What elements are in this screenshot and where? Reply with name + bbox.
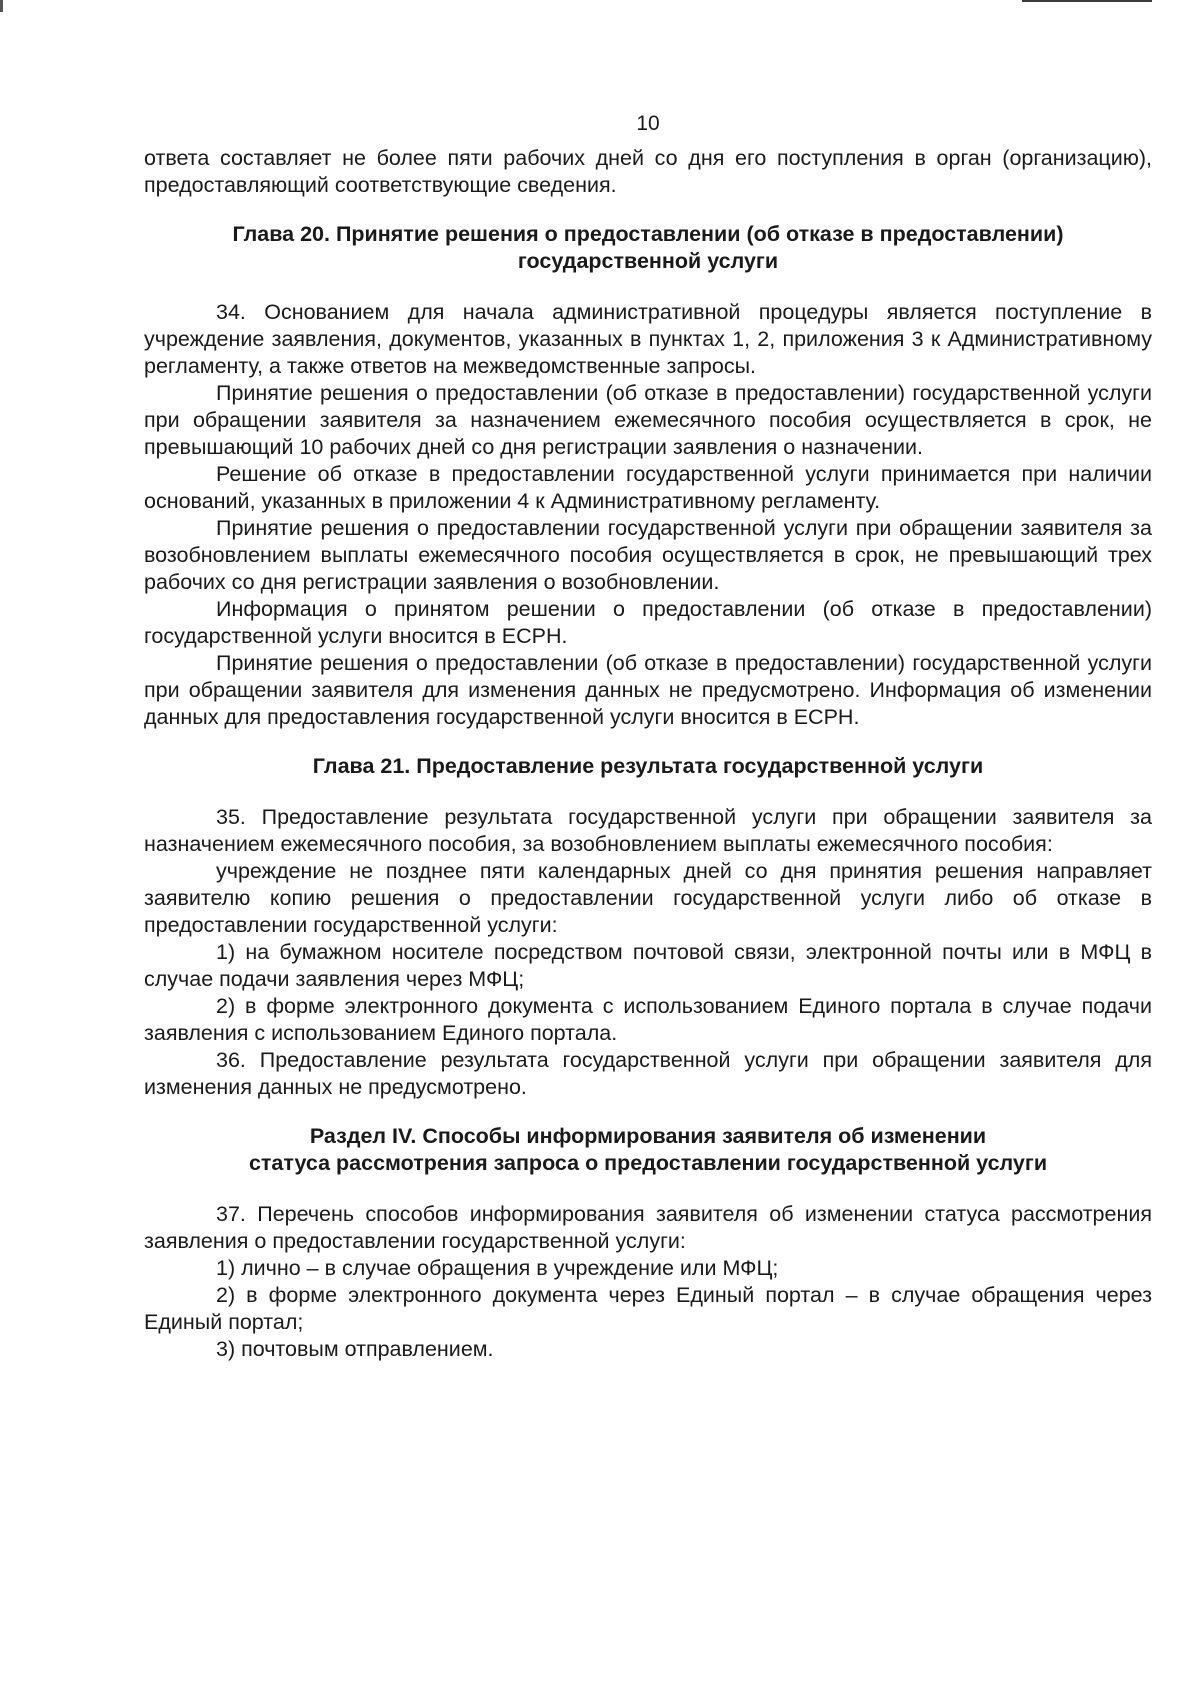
paragraph-data-change: Принятие решения о предоставлении (об отказе в предоставлении) государственной услуги при обращении заявителя для изменения данных не предусмотрено. Информация об изменении данных для предоставления государственной услуги вносится в ЕСРН. [144, 651, 1152, 729]
list-item-paper: 1) на бумажном носителе посредством почтовой связи, электронной почты или в МФЦ в случае подачи заявления через МФЦ; [144, 940, 1152, 991]
paragraph-35: 35. Предоставление результата государственной услуги при обращении заявителя за назначением ежемесячного пособия, за возобновлением выплаты ежемесячного пособия: [144, 805, 1152, 856]
chapter-20-heading-line-2: государственной услуги [517, 249, 779, 273]
paragraph-refusal: Решение об отказе в предоставлении государственной услуги принимается при наличии оснований, указанных в приложении 4 к Административному регламенту. [144, 462, 1152, 513]
paragraph-resumption-term: Принятие решения о предоставлении государственной услуги при обращении заявителя за возобновлением выплаты ежемесячного пособия осуществляется в срок, не превышающий трех рабочих со дня регистрации заявления о возобновлении. [144, 516, 1152, 594]
paragraph-copy-of-decision: учреждение не позднее пяти календарных дней со дня принятия решения направляет заявителю копию решения о предоставлении государственной услуги либо об отказе в предоставлении государственной услуги: [144, 859, 1152, 937]
chapter-21-heading [144, 753, 1152, 780]
paragraph-decision-term: Принятие решения о предоставлении (об отказе в предоставлении) государственной услуги при обращении заявителя за назначением ежемесячного пособия осуществляется в срок, не превышающий 10 рабочих дней со дня регистрации заявления о назначении. [144, 381, 1152, 459]
paragraph-36: 36. Предоставление результата государственной услуги при обращении заявителя для изменения данных не предусмотрено. [144, 1048, 1152, 1099]
paragraph-37: 37. Перечень способов информирования заявителя об изменении статуса рассмотрения заявления о предоставлении государственной услуги: [144, 1202, 1152, 1253]
section-4-heading [144, 1123, 1152, 1177]
document-page [144, 110, 1152, 1363]
list-item-electronic: 2) в форме электронного документа с использованием Единого портала в случае подачи заявления с использованием Единого портала. [144, 994, 1152, 1045]
chapter-20-heading-line-1: Глава 20. Принятие решения о предоставлении (об отказе в предоставлении) [232, 222, 1064, 246]
page-number: 10 [636, 112, 660, 135]
scan-edge-mark [0, 0, 3, 12]
section-4-heading-line-2: статуса рассмотрения запроса о предоставлении государственной услуги [248, 1151, 1048, 1175]
paragraph-esrn-info: Информация о принятом решении о предоставлении (об отказе в предоставлении) государственной услуги вносится в ЕСРН. [144, 597, 1152, 648]
list-item-portal: 2) в форме электронного документа через Единый портал – в случае обращения через Единый портал; [144, 1283, 1152, 1334]
paragraph-continuation: ответа составляет не более пяти рабочих дней со дня его поступления в орган (организацию), предоставляющий соответствующие сведения. [144, 146, 1152, 197]
list-item-post: 3) почтовым отправлением. [216, 1337, 494, 1361]
chapter-21-heading-line-1: Глава 21. Предоставление результата государственной услуги [312, 754, 984, 778]
section-4-heading-line-1: Раздел IV. Способы информирования заявителя об изменении [309, 1124, 987, 1148]
chapter-20-heading [144, 221, 1152, 275]
scan-top-mark [1022, 0, 1152, 2]
paragraph-34: 34. Основанием для начала административной процедуры является поступление в учреждение заявления, документов, указанных в пунктах 1, 2, приложения 3 к Административному регламенту, а также ответов на межведомственные запросы. [144, 300, 1152, 378]
list-item-in-person: 1) лично – в случае обращения в учреждение или МФЦ; [216, 1256, 779, 1280]
